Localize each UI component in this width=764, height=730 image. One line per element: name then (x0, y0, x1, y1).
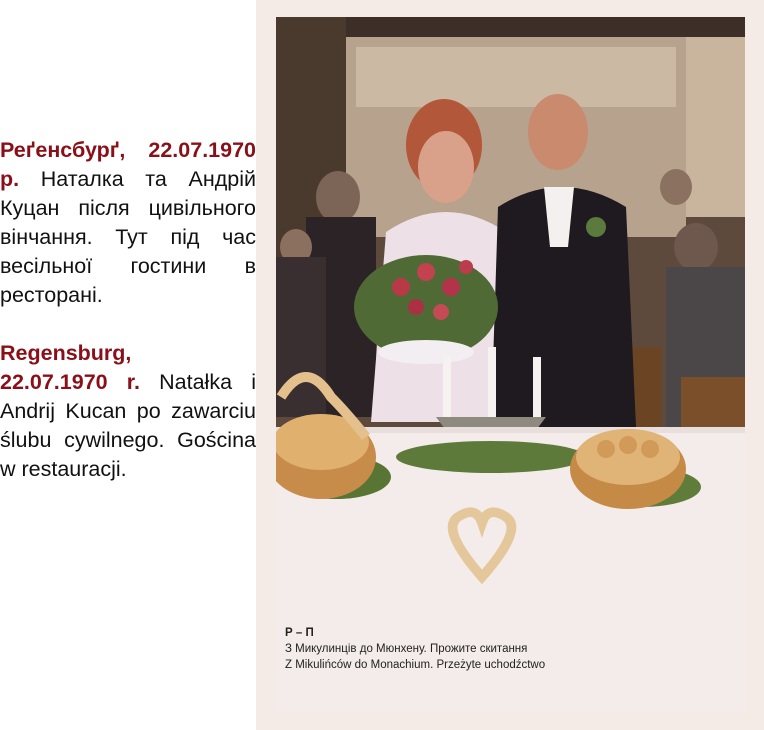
photo-overlay-text (285, 625, 735, 673)
caption-pl-date: 22.07.1970 r. (0, 370, 140, 394)
caption-pl-text: Natałka i Andrij Kucan po zawarciu ślubu cywilnego. Gościna w restauracji. (0, 370, 256, 481)
caption-polish (0, 339, 256, 484)
caption-pl-place: Regensburg, (0, 341, 132, 365)
caption-uk-text: Наталка та Андрій Куцан після цивільного вінчання. Тут під час весільної гостини в ресторані. (0, 167, 256, 307)
photo-overlay-line-pl: Z Mikulińców do Monachium. Przeżyte uchodźctwo (285, 659, 546, 671)
photo-frame (256, 0, 764, 730)
caption-panel (0, 136, 256, 484)
caption-ukrainian (0, 136, 256, 310)
photo-overlay-line-uk: З Микулинців до Мюнхену. Прожите скитання (285, 643, 528, 655)
caption-uk-place-date: Реґенсбурґ, 22.07.1970 р. (0, 138, 256, 191)
wedding-photo (276, 17, 745, 712)
photo-overlay-tag: Р – П (285, 627, 314, 639)
wedding-photo-illustration (276, 17, 745, 712)
